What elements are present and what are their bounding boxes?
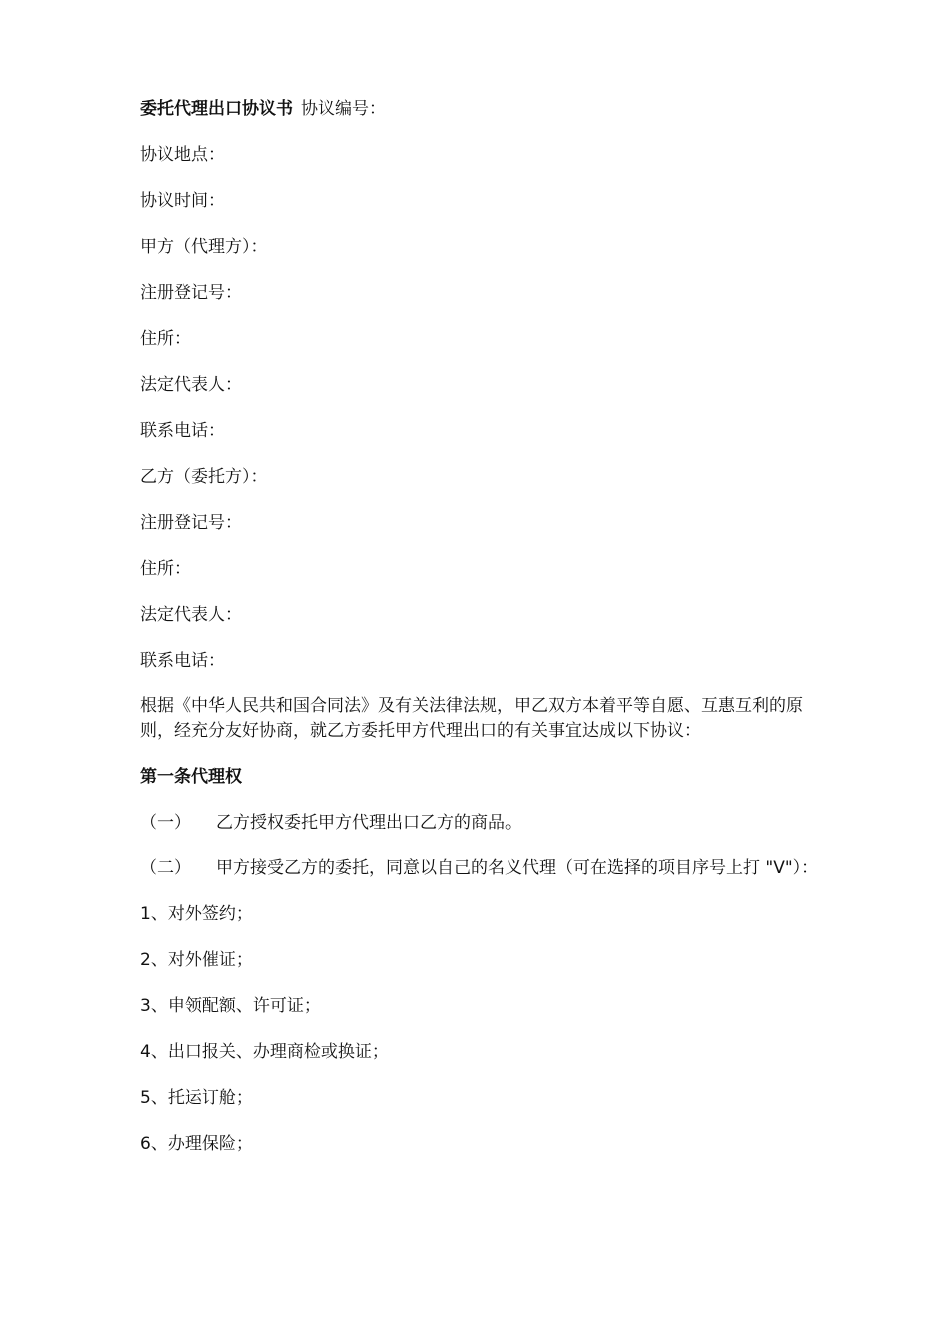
- document-header: [140, 96, 820, 122]
- clause-2-text: 甲方接受乙方的委托，同意以自己的名义代理（可在选择的项目序号上打 "V"）：: [216, 858, 819, 878]
- article-1-heading: 第一条代理权: [140, 767, 242, 787]
- list-item: 5、托运订舱；: [140, 1088, 253, 1108]
- list-item: 1、对外签约；: [140, 904, 253, 924]
- document-title: 委托代理出口协议书: [140, 99, 293, 119]
- document-page: [140, 96, 820, 1177]
- agreement-no-label: 协议编号：: [301, 99, 386, 119]
- clause-1-text: 乙方授权委托甲方代理出口乙方的商品。: [216, 813, 522, 833]
- list-item: 3、申领配额、许可证；: [140, 996, 321, 1016]
- preamble-paragraph: 根据《中华人民共和国合同法》及有关法律法规，甲乙双方本着平等自愿、互惠互利的原则，经充分友好协商，就乙方委托甲方代理出口的有关事宜达成以下协议：: [140, 696, 803, 741]
- list-item: 2、对外催证；: [140, 950, 253, 970]
- clause-1-number: （一）: [140, 813, 191, 833]
- clause-2: [140, 856, 820, 881]
- party-a-address: 住所：: [140, 329, 191, 349]
- list-item: 6、办理保险；: [140, 1134, 253, 1154]
- list-item: 4、出口报关、办理商检或换证；: [140, 1042, 389, 1062]
- party-a-label: 甲方（代理方）：: [140, 237, 268, 257]
- party-b-address: 住所：: [140, 559, 191, 579]
- party-b-phone: 联系电话：: [140, 651, 225, 671]
- clause-1: [140, 810, 820, 836]
- place-label: 协议地点：: [140, 145, 225, 165]
- party-a-reg-no: 注册登记号：: [140, 283, 242, 303]
- party-b-label: 乙方（委托方）：: [140, 467, 268, 487]
- time-label: 协议时间：: [140, 191, 225, 211]
- party-a-phone: 联系电话：: [140, 421, 225, 441]
- party-a-legal-rep: 法定代表人：: [140, 375, 242, 395]
- party-b-reg-no: 注册登记号：: [140, 513, 242, 533]
- party-b-legal-rep: 法定代表人：: [140, 605, 242, 625]
- clause-2-number: （二）: [140, 858, 191, 878]
